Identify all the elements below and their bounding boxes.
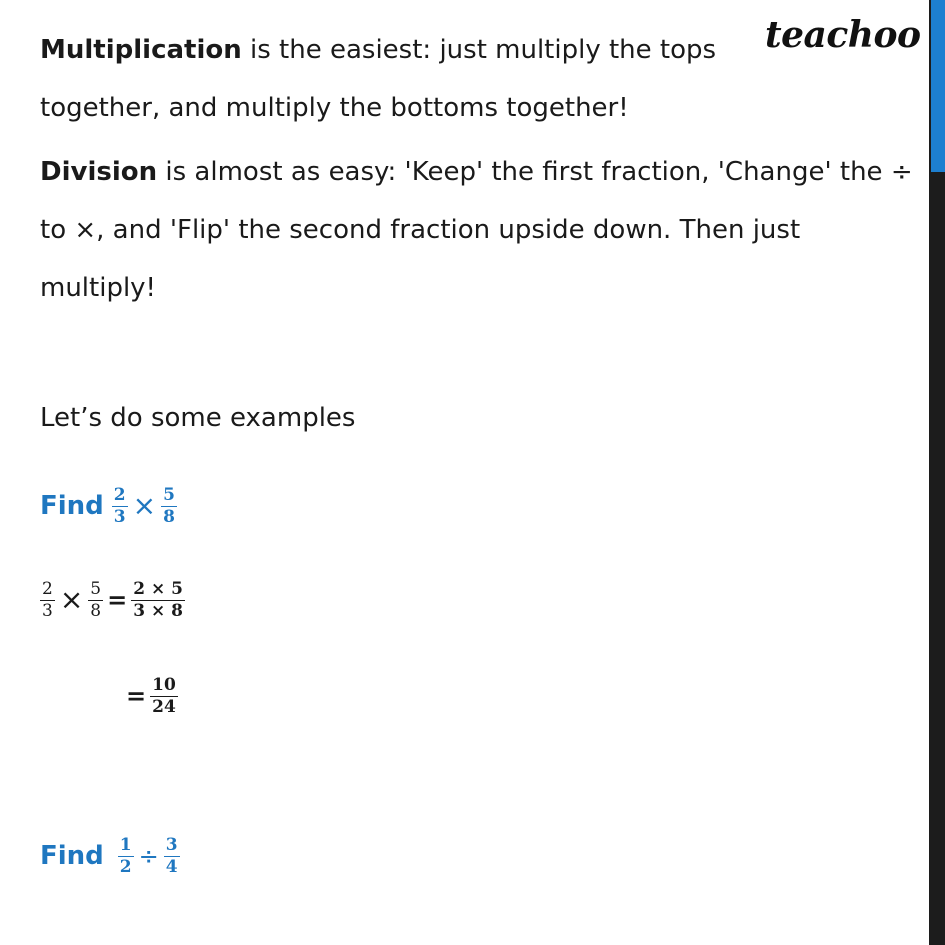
divide-operator: ÷ xyxy=(138,842,159,870)
step2-result-fraction xyxy=(150,676,178,717)
fraction-denominator: 3 xyxy=(113,506,126,527)
para2-text3: multiply! xyxy=(40,273,156,303)
para2-line3 xyxy=(40,273,156,303)
para1-text1: is the easiest: just multiply the tops xyxy=(241,35,717,65)
intro-text: Let’s do some examples xyxy=(40,403,356,433)
para2-text2: to ×, and 'Flip' the second fraction upside down. Then just xyxy=(40,215,801,245)
fraction-denominator: 3 xyxy=(42,600,53,621)
example1-heading xyxy=(40,484,179,528)
example1-fraction-1 xyxy=(112,486,128,527)
examples-intro xyxy=(40,403,355,433)
example1-fraction-2 xyxy=(161,486,177,527)
para2-text1: is almost as easy: 'Keep' the first fraction, 'Change' the ÷ xyxy=(157,157,913,187)
equals-sign: = xyxy=(107,586,128,614)
step1-result-fraction xyxy=(131,580,185,621)
equals-sign: = xyxy=(126,682,147,710)
multiply-operator: × xyxy=(132,489,157,522)
example2-find-label: Find xyxy=(40,841,104,871)
example1-find-label: Find xyxy=(40,491,104,521)
fraction-numerator: 2 xyxy=(42,578,53,599)
fraction-numerator: 1 xyxy=(119,834,132,855)
fraction-numerator: 5 xyxy=(90,578,102,599)
fraction-denominator: 3 × 8 xyxy=(133,600,183,621)
fraction-numerator: 3 xyxy=(165,834,178,855)
para1-line1 xyxy=(40,35,716,65)
step1-fraction-2 xyxy=(88,580,103,621)
fraction-numerator: 5 xyxy=(163,484,175,505)
fraction-numerator: 2 xyxy=(113,484,126,505)
fraction-denominator: 8 xyxy=(163,506,175,527)
fraction-numerator: 2 × 5 xyxy=(133,578,183,599)
para1-line2 xyxy=(40,93,629,123)
fraction-denominator: 8 xyxy=(90,600,102,621)
scrollbar-thumb[interactable] xyxy=(931,0,945,172)
example1-step2 xyxy=(124,666,180,726)
fraction-numerator: 10 xyxy=(152,674,176,695)
fraction-denominator: 4 xyxy=(165,856,178,877)
para1-text2: together, and multiply the bottoms together! xyxy=(40,93,629,123)
example2-fraction-2 xyxy=(164,836,180,877)
example1-step1 xyxy=(40,570,187,630)
para2-bold: Division xyxy=(40,157,158,187)
para2-line1 xyxy=(40,157,913,187)
multiply-operator: × xyxy=(59,583,84,616)
example2-heading xyxy=(40,826,182,886)
teachoo-logo: teachoo xyxy=(765,14,921,56)
fraction-denominator: 2 xyxy=(119,856,132,877)
example2-fraction-1 xyxy=(118,836,134,877)
para2-line2 xyxy=(40,215,800,245)
fraction-denominator: 24 xyxy=(152,696,176,717)
step1-fraction-1 xyxy=(40,580,55,621)
para1-bold: Multiplication xyxy=(40,35,242,65)
